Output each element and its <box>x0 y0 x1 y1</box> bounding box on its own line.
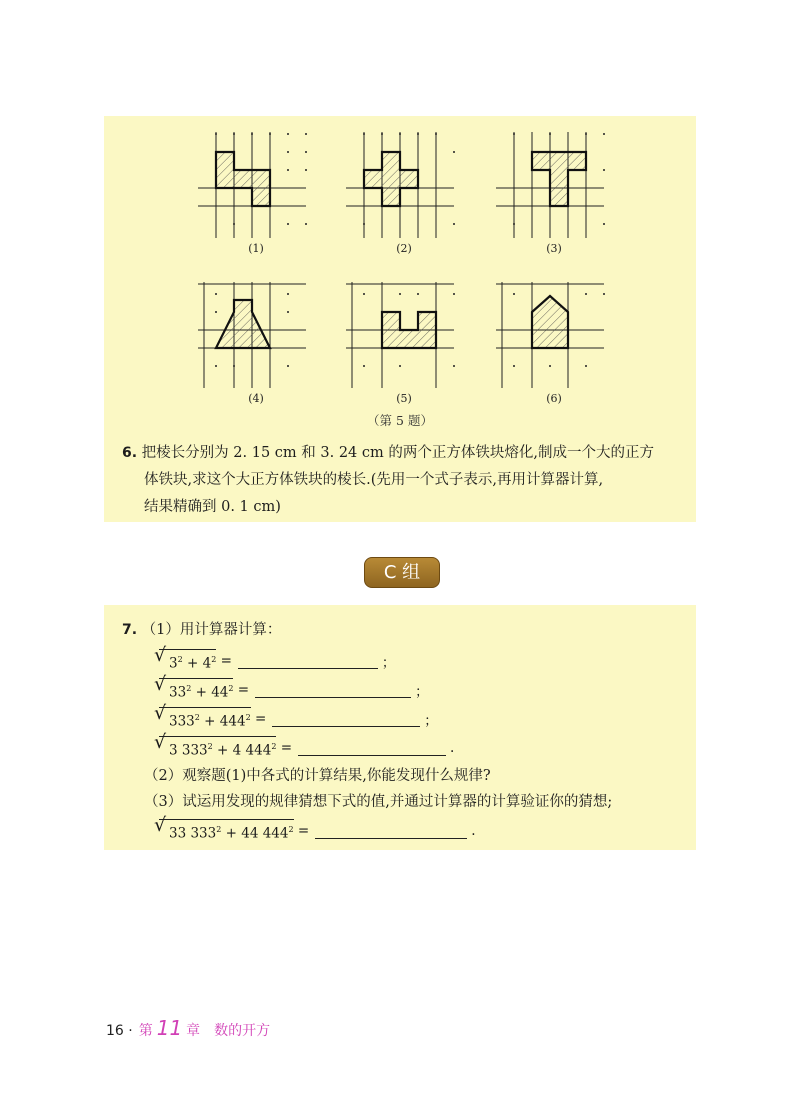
figure-2-grid <box>344 130 464 242</box>
figure-4-label: (4) <box>248 392 264 405</box>
figure-4 <box>196 280 316 412</box>
figure-5-label: (5) <box>396 392 412 405</box>
chapter-prefix: 第 <box>138 1023 153 1039</box>
figure-2 <box>344 130 464 262</box>
sqrt-expression-2: √ $33^2 + 44^2$ <box>159 678 233 703</box>
figure-3-grid <box>494 130 614 242</box>
sqrt-expression-3: √ $333^2 + 444^2$ <box>159 707 251 732</box>
answer-blank-3[interactable] <box>272 711 420 727</box>
figure-caption: （第 5 题） <box>367 413 433 428</box>
answer-blank-1[interactable] <box>238 653 378 669</box>
figure-5 <box>344 280 464 412</box>
figure-1-label: (1) <box>248 242 264 255</box>
answer-blank-4[interactable] <box>298 740 446 756</box>
sqrt-expression-4: √ 3 $333^2 + 4$ $444^2$ <box>159 736 276 761</box>
chapter-suffix: 章 <box>186 1023 201 1039</box>
chapter-number: 11 <box>156 1016 183 1040</box>
figure-6-label: (6) <box>546 392 562 405</box>
question-6-line-3: 结果精确到 0. 1 cm) <box>144 499 281 515</box>
question-7-part-1 <box>122 617 686 643</box>
page-number: 16 · <box>106 1023 133 1039</box>
figure-1-grid <box>196 130 316 242</box>
question-7-number: 7. <box>122 622 138 638</box>
question-6 <box>122 440 682 521</box>
question-7-part-3: （3）试运用发现的规律猜想下式的值,并通过计算器的计算验证你的猜想; <box>144 794 613 810</box>
answer-blank-2[interactable] <box>255 682 411 698</box>
figure-6-grid <box>494 280 614 392</box>
answer-blank-final[interactable] <box>315 823 467 839</box>
page-footer <box>106 1016 270 1040</box>
figure-2-label: (2) <box>396 242 412 255</box>
figure-5-grid <box>344 280 464 392</box>
expr-final: √ 33 $333^2 + 44$ $444^2$ = . <box>159 819 476 844</box>
exercise-panel-b <box>104 116 696 522</box>
expr-3: √ $333^2 + 444^2$ = ； <box>159 707 438 732</box>
exercise-panel-c <box>104 605 696 850</box>
expr-4: √ 3 $333^2 + 4$ $444^2$ = . <box>159 736 454 761</box>
figure-3 <box>494 130 614 262</box>
sqrt-expression-1: √ $3^2 + 4^2$ <box>159 649 216 674</box>
figure-1 <box>196 130 316 262</box>
sqrt-expression-final: √ 33 $333^2 + 44$ $444^2$ <box>159 819 294 844</box>
question-6-line-2: 体铁块,求这个大正方体铁块的棱长.(先用一个式子表示,再用计算器计算, <box>144 472 604 488</box>
chapter-title: 数的开方 <box>214 1023 271 1039</box>
question-6-line-1: 把棱长分别为 2. 15 cm 和 3. 24 cm 的两个正方体铁块熔化,制成一个大的正方 <box>141 445 654 461</box>
question-7-part-1-text: （1）用计算器计算： <box>141 622 282 638</box>
group-c-badge: C 组 <box>364 557 440 588</box>
figure-3-label: (3) <box>546 242 562 255</box>
expr-1: √ $3^2 + 4^2$ = ； <box>159 649 395 674</box>
expr-2: √ $33^2 + 44^2$ = ； <box>159 678 429 703</box>
question-6-number: 6. <box>122 445 138 461</box>
question-7-part-2: （2）观察题(1)中各式的计算结果,你能发现什么规律? <box>144 768 491 784</box>
figure-6 <box>494 280 614 412</box>
figure-4-grid <box>196 280 316 392</box>
